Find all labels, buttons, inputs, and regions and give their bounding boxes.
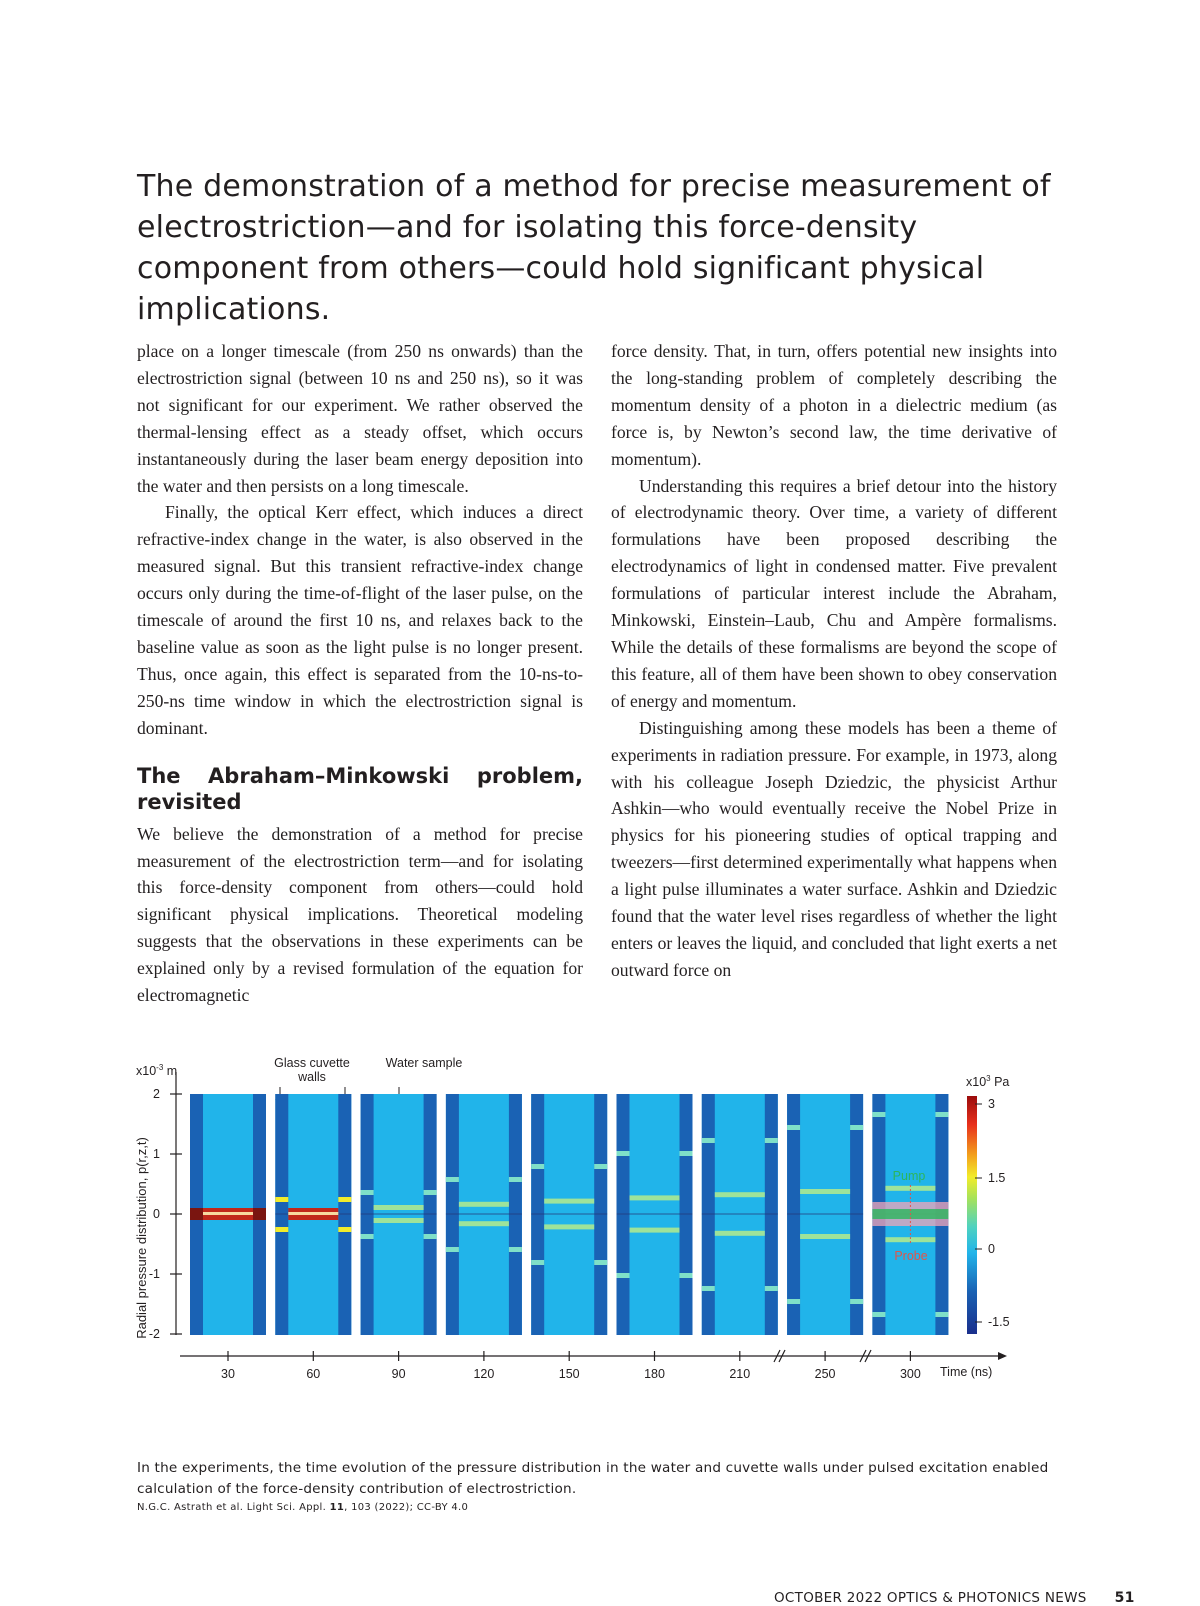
- pressure-evolution-plot: [132, 1056, 1062, 1440]
- x-tick-label: 150: [558, 1367, 580, 1381]
- y-tick-label: -2: [148, 1327, 160, 1341]
- snapshot-panel: [446, 1094, 522, 1335]
- x-tick-label: 250: [814, 1367, 836, 1381]
- y-tick-label: -1: [148, 1267, 160, 1281]
- x-axis: [180, 1350, 1007, 1379]
- snapshot-panel: [275, 1094, 351, 1335]
- snapshot-panel: [702, 1094, 778, 1335]
- glass-walls-annotation: Glass cuvette: [274, 1056, 350, 1070]
- figure-caption: In the experiments, the time evolution of the pressure distribution in the water and cuvette walls under pulsed excitation enabled calculation of the force-density contribution of electrostriction.: [137, 1460, 1049, 1497]
- x-tick-label: 180: [644, 1367, 665, 1381]
- x-tick-label: 90: [391, 1367, 406, 1381]
- body-paragraph: force density. That, in turn, offers potential new insights into the long-standing problem of completely describing the momentum density of a photon in a dielectric medium (as force is, by Newton’s second law, the time derivative of momentum).: [611, 341, 1057, 469]
- snapshot-panel: [787, 1094, 863, 1335]
- colorbar-tick-label: 3: [988, 1097, 995, 1111]
- x-tick-label: 120: [473, 1367, 495, 1381]
- y-tick-label: 0: [153, 1207, 160, 1221]
- body-paragraph: We believe the demonstration of a method for precise measurement of the electrostriction term—and for isolating this force-density component from others—could hold significant physical implications. Theoretical modeling suggests that the observations in these experiments can be explained only by a revised formulation of the equation for electromagnetic: [137, 823, 583, 1006]
- pump-label: Pump: [892, 1169, 926, 1183]
- y-axis-unit: $x10^{-3}$ m: [136, 1063, 178, 1078]
- x-axis-label: Time (ns): [940, 1365, 993, 1379]
- colorbar-tick-label: 0: [988, 1242, 995, 1256]
- snapshot-panel: [531, 1094, 607, 1335]
- probe-label: Probe: [894, 1249, 928, 1263]
- x-tick-label: 210: [729, 1367, 751, 1381]
- left-column: [137, 338, 583, 1009]
- footer-issue: OCTOBER 2022 OPTICS & PHOTONICS NEWS: [774, 1590, 1087, 1606]
- body-paragraph: place on a longer timescale (from 250 ns onwards) than the electrostriction signal (between 10 ns and 250 ns), so it was not significant for our experiment. We rather observed the thermal-lensing effect as a steady offset, which occurs instantaneously during the laser beam energy deposition into the water and then persists on a long timescale.: [137, 341, 583, 496]
- x-tick-label: 30: [221, 1367, 235, 1381]
- time-snapshots: [190, 1094, 948, 1381]
- pressure-figure: [132, 1056, 1062, 1440]
- pull-quote: The demonstration of a method for precise measurement of electrostriction—and for isolating this force-density component from others—could hold significant physical implications.: [137, 169, 1051, 327]
- water-sample-annotation: Water sample: [385, 1056, 463, 1070]
- body-paragraph: Understanding this requires a brief detour into the history of electrodynamic theory. Over time, a variety of different formulations have been proposed describing the electrodynamics of light in condensed matter. Five prevalent formulations of particular interest include the Abraham, Minkowski, Einstein–Laub, Chu and Ampère formalisms. While the details of these formalisms are beyond the scope of this feature, all of them have been shown to obey conservation of energy and momentum.: [611, 475, 1057, 711]
- body-paragraph: Distinguishing among these models has been a theme of experiments in radiation pressure. For example, in 1973, along with his colleague Joseph Dziedzic, the physicist Arthur Ashkin—who would eventually receive the Nobel Prize in physics for his pioneering studies of optical trapping and tweezers—first determined experimentally what happens when a light pulse illuminates a water surface. Ashkin and Dziedzic found that the water level rises regardless of whether the light enters or leaves the liquid, and concluded that light exerts a net outward force on: [611, 717, 1057, 980]
- page-footer: [774, 1590, 1135, 1606]
- snapshot-panel: [872, 1094, 948, 1335]
- colorbar-gradient: [967, 1096, 977, 1334]
- glass-walls-annotation-2: walls: [298, 1070, 326, 1084]
- x-tick-label: 60: [306, 1367, 321, 1381]
- section-heading: The Abraham–Minkowski problem, revisited: [137, 763, 583, 814]
- snapshot-panel: [617, 1094, 693, 1335]
- right-column: [611, 338, 1057, 984]
- colorbar: [966, 1074, 1010, 1334]
- y-tick-label: 1: [153, 1147, 160, 1161]
- colorbar-tick-label: -1.5: [988, 1315, 1010, 1329]
- y-axis: [134, 1063, 182, 1341]
- x-tick-label: 300: [899, 1367, 921, 1381]
- y-tick-label: 2: [153, 1087, 160, 1101]
- page-number: 51: [1114, 1590, 1135, 1606]
- body-paragraph: Finally, the optical Kerr effect, which induces a direct refractive-index change in the water, is also observed in the measured signal. But this transient refractive-index change occurs only during the time-of-flight of the laser pulse, on the timescale of around the first 10 ns, and relaxes back to the baseline value as soon as the light pulse is no longer present. Thus, once again, this effect is separated from the 10-ns-to-250-ns time window in which the electrostriction signal is dominant.: [137, 502, 583, 738]
- snapshot-panel: [361, 1094, 437, 1335]
- colorbar-unit: $x10^3$ Pa: [966, 1074, 1010, 1089]
- figure-credit: N.G.C. Astrath et al. Light Sci. Appl. 11, 103 (2022); CC-BY 4.0: [137, 1502, 469, 1513]
- colorbar-tick-label: 1.5: [988, 1171, 1006, 1185]
- snapshot-panel: [190, 1094, 266, 1335]
- y-axis-label: Radial pressure distribution, p(r,z,t): [134, 1137, 149, 1339]
